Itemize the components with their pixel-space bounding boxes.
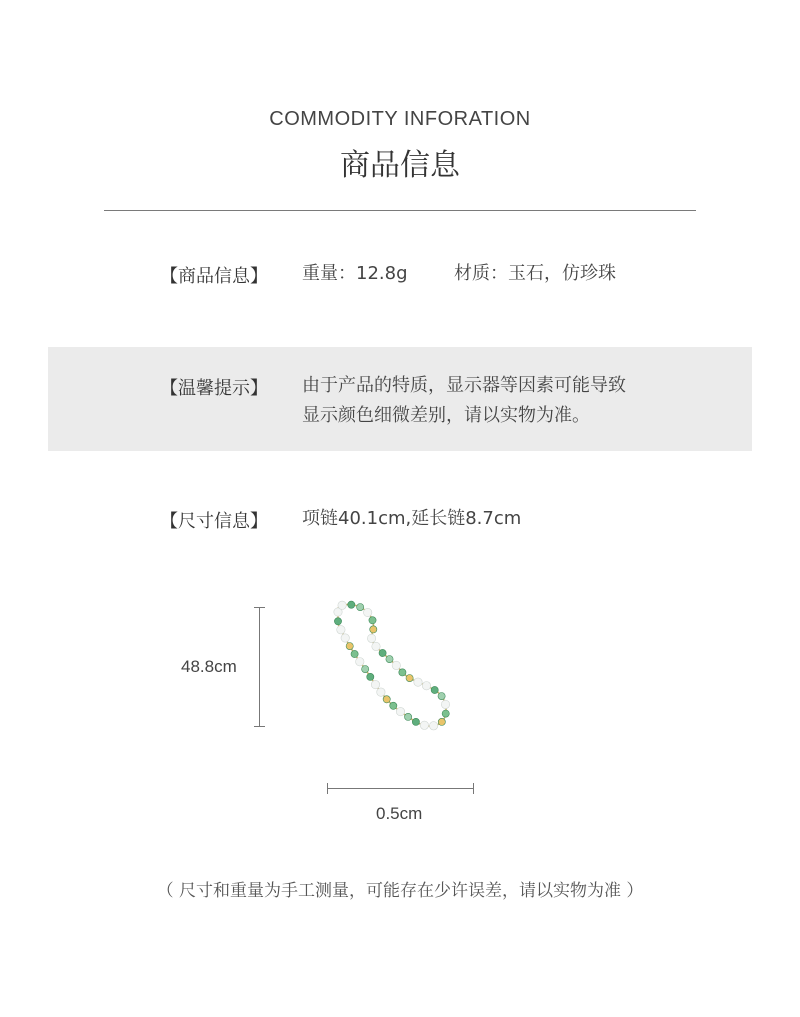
necklace-bead bbox=[362, 666, 369, 673]
necklace-bead bbox=[438, 718, 445, 725]
title-divider bbox=[104, 210, 696, 211]
title-chinese: 商品信息 bbox=[340, 148, 460, 183]
tip-line-2: 显示颜色细微差别，请以实物为准。 bbox=[302, 405, 590, 426]
tip-line-1: 由于产品的特质，显示器等因素可能导致 bbox=[302, 375, 626, 396]
necklace-bead bbox=[412, 718, 419, 725]
necklace-bead bbox=[348, 601, 355, 608]
necklace-bead bbox=[422, 682, 430, 690]
necklace-bead bbox=[367, 673, 374, 680]
necklace-bead bbox=[341, 634, 349, 642]
width-dimension-cap-right bbox=[473, 783, 474, 794]
size-label: 【尺寸信息】 bbox=[160, 511, 268, 532]
necklace-bead bbox=[357, 604, 364, 611]
necklace-bead bbox=[338, 601, 346, 609]
necklace-bead bbox=[414, 678, 422, 686]
necklace-bead bbox=[420, 721, 428, 729]
info-label: 【商品信息】 bbox=[160, 266, 268, 287]
weight-text: 重量：12.8g bbox=[302, 263, 408, 284]
necklace-bead bbox=[386, 656, 393, 663]
necklace-bead bbox=[438, 693, 445, 700]
material-text: 材质：玉石，仿珍珠 bbox=[454, 263, 616, 284]
necklace-bead bbox=[383, 696, 390, 703]
tip-label: 【温馨提示】 bbox=[160, 378, 268, 399]
necklace-bead bbox=[392, 661, 400, 669]
necklace-bead bbox=[371, 680, 379, 688]
necklace-bead bbox=[369, 617, 376, 624]
necklace-bead bbox=[396, 707, 404, 715]
necklace-bead bbox=[442, 710, 449, 717]
necklace-bead bbox=[337, 626, 345, 634]
necklace-bead bbox=[379, 649, 386, 656]
title-english: COMMODITY INFORATION bbox=[269, 108, 531, 130]
size-text: 项链40.1cm,延长链8.7cm bbox=[302, 508, 522, 529]
necklace-bead bbox=[441, 700, 449, 708]
height-dimension-label: 48.8cm bbox=[181, 657, 237, 676]
width-dimension-cap-left bbox=[327, 783, 328, 794]
necklace-bead bbox=[429, 722, 437, 730]
necklace-bead bbox=[346, 643, 353, 650]
measurement-footnote: （ 尺寸和重量为手工测量，可能存在少许误差，请以实物为准 ） bbox=[156, 881, 644, 901]
width-dimension-label: 0.5cm bbox=[376, 804, 423, 823]
height-dimension-line bbox=[259, 607, 260, 727]
necklace-bead bbox=[390, 702, 397, 709]
necklace-bead bbox=[351, 650, 358, 657]
necklace-bead bbox=[370, 626, 377, 633]
necklace-bead bbox=[334, 618, 341, 625]
necklace-image bbox=[328, 600, 458, 740]
necklace-bead bbox=[372, 642, 380, 650]
necklace-bead bbox=[406, 675, 413, 682]
necklace-bead bbox=[356, 658, 364, 666]
necklace-bead bbox=[405, 713, 412, 720]
necklace-bead bbox=[364, 608, 372, 616]
necklace-bead bbox=[367, 634, 375, 642]
necklace-bead bbox=[431, 686, 438, 693]
necklace-bead bbox=[399, 669, 406, 676]
height-dimension-cap-top bbox=[254, 607, 265, 608]
height-dimension-cap-bottom bbox=[254, 726, 265, 727]
necklace-bead bbox=[377, 688, 385, 696]
width-dimension-line bbox=[327, 788, 474, 789]
